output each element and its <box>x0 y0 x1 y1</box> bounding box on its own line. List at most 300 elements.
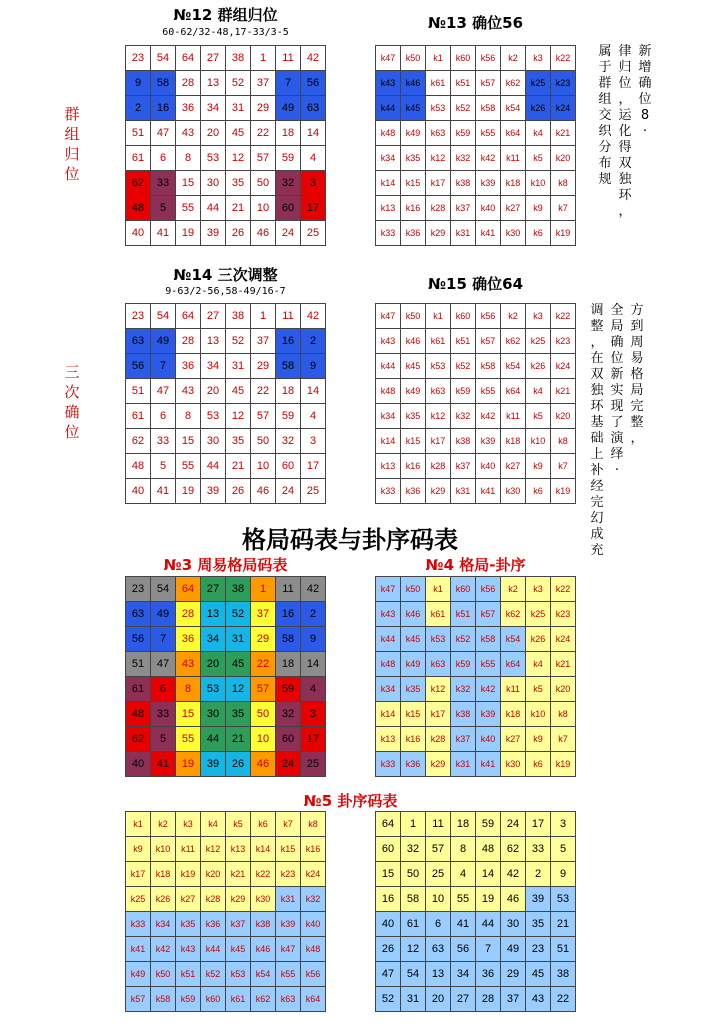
grid-cell: 59 <box>276 677 301 702</box>
grid-cell: k38 <box>251 912 276 937</box>
grid-cell: k33 <box>376 752 401 777</box>
grid-cell: 60 <box>276 196 301 221</box>
grid-cell: 56 <box>126 627 151 652</box>
grid-cell: k63 <box>426 379 451 404</box>
grid-cell: k30 <box>501 479 526 504</box>
grid-cell: k11 <box>501 404 526 429</box>
grid-cell: 63 <box>126 602 151 627</box>
grid-cell: 33 <box>151 429 176 454</box>
grid-cell: 5 <box>151 727 176 752</box>
grid-cell: 40 <box>126 221 151 246</box>
grid-cell: k38 <box>451 429 476 454</box>
grid-cell: 21 <box>226 454 251 479</box>
grid-cell: 10 <box>251 727 276 752</box>
grid-cell: k20 <box>551 404 576 429</box>
grid-cell: 57 <box>251 404 276 429</box>
grid-cell: k22 <box>251 862 276 887</box>
grid-cell: k30 <box>251 887 276 912</box>
grid-cell: k60 <box>451 46 476 71</box>
grid-cell: 35 <box>226 702 251 727</box>
grid-cell: 59 <box>276 146 301 171</box>
grid-cell: 52 <box>226 71 251 96</box>
grid-cell: 37 <box>251 602 276 627</box>
grid-cell: k25 <box>526 329 551 354</box>
panel15-grid <box>375 303 576 504</box>
grid-cell: 54 <box>151 304 176 329</box>
grid-cell: k36 <box>401 752 426 777</box>
grid-cell: 11 <box>426 812 451 837</box>
grid-cell: 19 <box>476 887 501 912</box>
grid-cell: 27 <box>201 577 226 602</box>
grid-cell: 12 <box>226 146 251 171</box>
grid-cell: k35 <box>401 404 426 429</box>
grid-cell: k51 <box>451 71 476 96</box>
grid-cell: 25 <box>301 752 326 777</box>
grid-cell: k43 <box>376 602 401 627</box>
grid-cell: k19 <box>551 479 576 504</box>
grid-cell: 30 <box>501 912 526 937</box>
grid-cell: 44 <box>201 454 226 479</box>
note-column: 属 于 群 组 交 织 分 布 规 <box>598 44 612 187</box>
grid-cell: 35 <box>226 171 251 196</box>
grid-cell: k13 <box>226 837 251 862</box>
grid-cell: 53 <box>201 404 226 429</box>
grid-cell: k21 <box>551 652 576 677</box>
grid-cell: 42 <box>301 304 326 329</box>
grid-cell: 6 <box>151 146 176 171</box>
panel14-grid <box>125 303 326 504</box>
grid-cell: 50 <box>251 171 276 196</box>
grid-cell: 42 <box>301 46 326 71</box>
grid-cell: k56 <box>476 46 501 71</box>
grid-cell: 28 <box>176 329 201 354</box>
grid-cell: k21 <box>226 862 251 887</box>
grid-cell: 55 <box>176 196 201 221</box>
grid-cell: 52 <box>376 987 401 1012</box>
grid-cell: k9 <box>526 196 551 221</box>
grid-cell: 38 <box>226 46 251 71</box>
grid-cell: 21 <box>551 912 576 937</box>
grid-cell: k31 <box>451 752 476 777</box>
grid-cell: k27 <box>501 727 526 752</box>
grid-cell: k46 <box>401 329 426 354</box>
grid-cell: 9 <box>551 862 576 887</box>
grid-cell: k56 <box>476 304 501 329</box>
grid-cell: 56 <box>451 937 476 962</box>
grid-cell: 13 <box>201 71 226 96</box>
grid-cell: 10 <box>251 196 276 221</box>
grid-cell: k5 <box>526 677 551 702</box>
grid-cell: 40 <box>376 912 401 937</box>
grid-cell: 46 <box>251 221 276 246</box>
grid-cell: k40 <box>301 912 326 937</box>
grid-cell: k26 <box>526 354 551 379</box>
panel13-title: №13 确位56 <box>427 14 524 32</box>
grid-cell: 17 <box>301 454 326 479</box>
grid-cell: 6 <box>151 404 176 429</box>
grid-cell: k36 <box>401 479 426 504</box>
grid-cell: k4 <box>526 121 551 146</box>
grid-cell: 35 <box>526 912 551 937</box>
grid-cell: 18 <box>276 121 301 146</box>
grid-cell: k42 <box>476 677 501 702</box>
grid-cell: 31 <box>226 96 251 121</box>
grid-cell: k28 <box>426 454 451 479</box>
grid-cell: k45 <box>401 627 426 652</box>
grid-cell: 43 <box>526 987 551 1012</box>
grid-cell: k57 <box>126 987 151 1012</box>
grid-cell: k58 <box>151 987 176 1012</box>
grid-cell: k35 <box>401 146 426 171</box>
grid-cell: 45 <box>226 379 251 404</box>
grid-cell: k16 <box>401 454 426 479</box>
grid-cell: k7 <box>551 454 576 479</box>
note-column: 律 归 位 ， 运 化 得 双 独 环 ， <box>618 44 632 219</box>
grid-cell: k47 <box>376 304 401 329</box>
grid-cell: k50 <box>151 962 176 987</box>
note-column: 调 整 ， 在 双 独 环 基 础 上 补 经 完 幻 成 充 <box>590 303 604 558</box>
grid-cell: 48 <box>126 702 151 727</box>
grid-cell: 30 <box>201 702 226 727</box>
grid-cell: k14 <box>251 837 276 862</box>
grid-cell: k36 <box>401 221 426 246</box>
grid-cell: k37 <box>451 196 476 221</box>
grid-cell: 46 <box>251 752 276 777</box>
grid-cell: 26 <box>376 937 401 962</box>
grid-cell: k56 <box>476 577 501 602</box>
grid-cell: k30 <box>501 752 526 777</box>
grid-cell: 50 <box>401 862 426 887</box>
grid-cell: 63 <box>126 329 151 354</box>
grid-cell: k52 <box>451 627 476 652</box>
grid-cell: k10 <box>526 702 551 727</box>
grid-cell: 58 <box>276 354 301 379</box>
grid-cell: 44 <box>201 727 226 752</box>
grid-cell: k29 <box>226 887 251 912</box>
grid-cell: 17 <box>301 727 326 752</box>
grid-cell: 32 <box>276 171 301 196</box>
grid-cell: k47 <box>376 577 401 602</box>
grid-cell: k6 <box>526 221 551 246</box>
grid-cell: 20 <box>201 652 226 677</box>
grid-cell: 62 <box>126 429 151 454</box>
grid-cell: 34 <box>201 96 226 121</box>
grid-cell: 53 <box>201 146 226 171</box>
grid-cell: 1 <box>251 46 276 71</box>
grid-cell: 9 <box>126 71 151 96</box>
grid-cell: 45 <box>526 962 551 987</box>
grid-cell: k48 <box>301 937 326 962</box>
grid-cell: 25 <box>301 221 326 246</box>
grid-cell: 23 <box>126 577 151 602</box>
panel12-grid <box>125 45 326 246</box>
grid-cell: k64 <box>501 121 526 146</box>
grid-cell: k63 <box>426 652 451 677</box>
grid-cell: 37 <box>501 987 526 1012</box>
panel12-subtitle: 60-62/32-48,17-33/3-5 <box>162 27 289 38</box>
grid-cell: k24 <box>301 862 326 887</box>
grid-cell: k41 <box>476 221 501 246</box>
grid-cell: 34 <box>451 962 476 987</box>
grid-cell: 21 <box>226 727 251 752</box>
grid-cell: 23 <box>126 46 151 71</box>
grid-cell: k46 <box>401 71 426 96</box>
grid-cell: k3 <box>526 304 551 329</box>
grid-cell: 39 <box>201 221 226 246</box>
grid-cell: 44 <box>476 912 501 937</box>
grid-cell: k45 <box>401 354 426 379</box>
grid-cell: k55 <box>476 379 501 404</box>
grid-cell: k64 <box>501 652 526 677</box>
grid-cell: 37 <box>251 71 276 96</box>
grid-cell: 45 <box>226 652 251 677</box>
grid-cell: 7 <box>151 627 176 652</box>
grid-cell: 31 <box>401 987 426 1012</box>
grid-cell: 36 <box>476 962 501 987</box>
grid-cell: k1 <box>426 46 451 71</box>
grid-cell: k42 <box>476 146 501 171</box>
grid-cell: k39 <box>476 429 501 454</box>
grid-cell: k57 <box>476 602 501 627</box>
grid-cell: 38 <box>226 577 251 602</box>
grid-cell: k29 <box>426 479 451 504</box>
grid-cell: 47 <box>151 379 176 404</box>
grid-cell: k8 <box>551 171 576 196</box>
panel13-grid <box>375 45 576 246</box>
grid-cell: k6 <box>251 812 276 837</box>
grid-cell: k13 <box>376 454 401 479</box>
panel14-subtitle: 9-63/2-56,58-49/16-7 <box>165 286 286 297</box>
grid-cell: k2 <box>501 46 526 71</box>
grid-cell: k40 <box>476 454 501 479</box>
grid-cell: k60 <box>451 577 476 602</box>
grid-cell: 47 <box>151 121 176 146</box>
grid-cell: k7 <box>551 196 576 221</box>
grid-cell: 9 <box>301 354 326 379</box>
side-char: 群 <box>64 105 80 123</box>
grid-cell: k5 <box>226 812 251 837</box>
grid-cell: k34 <box>376 677 401 702</box>
grid-cell: 29 <box>501 962 526 987</box>
grid-cell: 49 <box>151 329 176 354</box>
grid-cell: 8 <box>176 677 201 702</box>
grid-cell: k58 <box>476 96 501 121</box>
grid-cell: 8 <box>176 404 201 429</box>
grid-cell: 58 <box>276 627 301 652</box>
grid-cell: k8 <box>551 702 576 727</box>
grid-cell: 3 <box>301 171 326 196</box>
grid-cell: k41 <box>476 752 501 777</box>
grid-cell: k16 <box>401 727 426 752</box>
grid-cell: k63 <box>426 121 451 146</box>
side-note-1 <box>598 44 660 244</box>
grid-cell: k22 <box>551 577 576 602</box>
grid-cell: k15 <box>401 171 426 196</box>
grid-cell: k12 <box>426 404 451 429</box>
grid-cell: k17 <box>426 429 451 454</box>
grid-cell: 31 <box>226 354 251 379</box>
grid-cell: k52 <box>451 96 476 121</box>
grid-cell: 5 <box>551 837 576 862</box>
grid-cell: 28 <box>176 602 201 627</box>
grid-cell: k4 <box>526 379 551 404</box>
grid-cell: k2 <box>501 577 526 602</box>
grid-cell: 29 <box>251 96 276 121</box>
grid-cell: 48 <box>126 454 151 479</box>
side-label-group-return <box>62 104 82 184</box>
grid-cell: k16 <box>301 837 326 862</box>
grid-cell: 57 <box>251 677 276 702</box>
grid-cell: k54 <box>251 962 276 987</box>
grid-cell: 47 <box>376 962 401 987</box>
grid-cell: k18 <box>501 171 526 196</box>
grid-cell: k24 <box>551 96 576 121</box>
grid-cell: 41 <box>151 479 176 504</box>
grid-cell: k4 <box>201 812 226 837</box>
grid-cell: 60 <box>376 837 401 862</box>
panel4-title: №4 格局-卦序 <box>425 556 526 574</box>
grid-cell: 64 <box>176 577 201 602</box>
grid-cell: k20 <box>551 146 576 171</box>
grid-cell: k27 <box>176 887 201 912</box>
grid-cell: 18 <box>451 812 476 837</box>
grid-cell: k51 <box>451 602 476 627</box>
grid-cell: k12 <box>201 837 226 862</box>
grid-cell: k59 <box>451 379 476 404</box>
grid-cell: 47 <box>151 652 176 677</box>
grid-cell: k44 <box>376 96 401 121</box>
grid-cell: k59 <box>451 652 476 677</box>
grid-cell: k34 <box>151 912 176 937</box>
grid-cell: 16 <box>376 887 401 912</box>
grid-cell: k64 <box>301 987 326 1012</box>
grid-cell: 60 <box>276 454 301 479</box>
grid-cell: 25 <box>426 862 451 887</box>
grid-cell: k26 <box>526 96 551 121</box>
grid-cell: 43 <box>176 121 201 146</box>
grid-cell: k27 <box>501 454 526 479</box>
grid-cell: 24 <box>276 221 301 246</box>
grid-cell: k10 <box>151 837 176 862</box>
grid-cell: 49 <box>276 96 301 121</box>
side-char: 归 <box>64 145 80 163</box>
grid-cell: 51 <box>551 937 576 962</box>
grid-cell: k4 <box>526 652 551 677</box>
grid-cell: k39 <box>476 171 501 196</box>
grid-cell: k34 <box>376 404 401 429</box>
grid-cell: k6 <box>526 479 551 504</box>
grid-cell: 42 <box>301 577 326 602</box>
grid-cell: k12 <box>426 677 451 702</box>
grid-cell: k49 <box>126 962 151 987</box>
grid-cell: 7 <box>476 937 501 962</box>
grid-cell: k38 <box>451 702 476 727</box>
grid-cell: k21 <box>551 121 576 146</box>
grid-cell: k16 <box>401 196 426 221</box>
grid-cell: 38 <box>551 962 576 987</box>
grid-cell: k18 <box>151 862 176 887</box>
side-char: 确 <box>64 403 80 421</box>
grid-cell: k27 <box>501 196 526 221</box>
grid-cell: 3 <box>301 429 326 454</box>
grid-cell: k49 <box>401 121 426 146</box>
grid-cell: k1 <box>426 304 451 329</box>
grid-cell: k47 <box>376 46 401 71</box>
grid-cell: k20 <box>201 862 226 887</box>
grid-cell: k32 <box>451 146 476 171</box>
grid-cell: 39 <box>201 479 226 504</box>
grid-cell: k54 <box>501 354 526 379</box>
panel3-grid <box>125 576 326 777</box>
note-column: 全 局 确 位 新 实 现 了 演 绎 · <box>610 303 624 478</box>
grid-cell: 61 <box>401 912 426 937</box>
grid-cell: 50 <box>251 702 276 727</box>
grid-cell: 22 <box>251 379 276 404</box>
grid-cell: k61 <box>426 602 451 627</box>
grid-cell: 22 <box>251 652 276 677</box>
grid-cell: 4 <box>301 146 326 171</box>
grid-cell: 40 <box>126 479 151 504</box>
grid-cell: 39 <box>526 887 551 912</box>
grid-cell: k63 <box>276 987 301 1012</box>
grid-cell: k23 <box>276 862 301 887</box>
grid-cell: k15 <box>276 837 301 862</box>
grid-cell: 20 <box>426 987 451 1012</box>
grid-cell: k17 <box>426 171 451 196</box>
grid-cell: k17 <box>426 702 451 727</box>
grid-cell: 53 <box>551 887 576 912</box>
grid-cell: 29 <box>251 627 276 652</box>
grid-cell: k47 <box>276 937 301 962</box>
grid-cell: 14 <box>301 379 326 404</box>
grid-cell: k28 <box>201 887 226 912</box>
grid-cell: 31 <box>226 627 251 652</box>
grid-cell: 2 <box>301 329 326 354</box>
grid-cell: 61 <box>126 677 151 702</box>
grid-cell: k55 <box>276 962 301 987</box>
grid-cell: k29 <box>426 221 451 246</box>
grid-cell: k48 <box>376 652 401 677</box>
grid-cell: k49 <box>401 652 426 677</box>
grid-cell: k45 <box>401 96 426 121</box>
grid-cell: 41 <box>451 912 476 937</box>
grid-cell: 54 <box>151 46 176 71</box>
grid-cell: 32 <box>276 702 301 727</box>
grid-cell: k17 <box>126 862 151 887</box>
grid-cell: k24 <box>551 354 576 379</box>
grid-cell: k10 <box>526 429 551 454</box>
grid-cell: 4 <box>301 677 326 702</box>
grid-cell: k43 <box>376 329 401 354</box>
grid-cell: k9 <box>526 454 551 479</box>
grid-cell: 36 <box>176 627 201 652</box>
grid-cell: 2 <box>526 862 551 887</box>
grid-cell: 3 <box>551 812 576 837</box>
grid-cell: 46 <box>501 887 526 912</box>
grid-cell: k6 <box>526 752 551 777</box>
grid-cell: k28 <box>426 727 451 752</box>
grid-cell: 59 <box>476 812 501 837</box>
grid-cell: k61 <box>226 987 251 1012</box>
grid-cell: 64 <box>376 812 401 837</box>
grid-cell: k1 <box>426 577 451 602</box>
grid-cell: k33 <box>376 479 401 504</box>
grid-cell: 52 <box>226 602 251 627</box>
grid-cell: k28 <box>426 196 451 221</box>
grid-cell: k10 <box>526 171 551 196</box>
grid-cell: 38 <box>226 304 251 329</box>
grid-cell: k13 <box>376 196 401 221</box>
